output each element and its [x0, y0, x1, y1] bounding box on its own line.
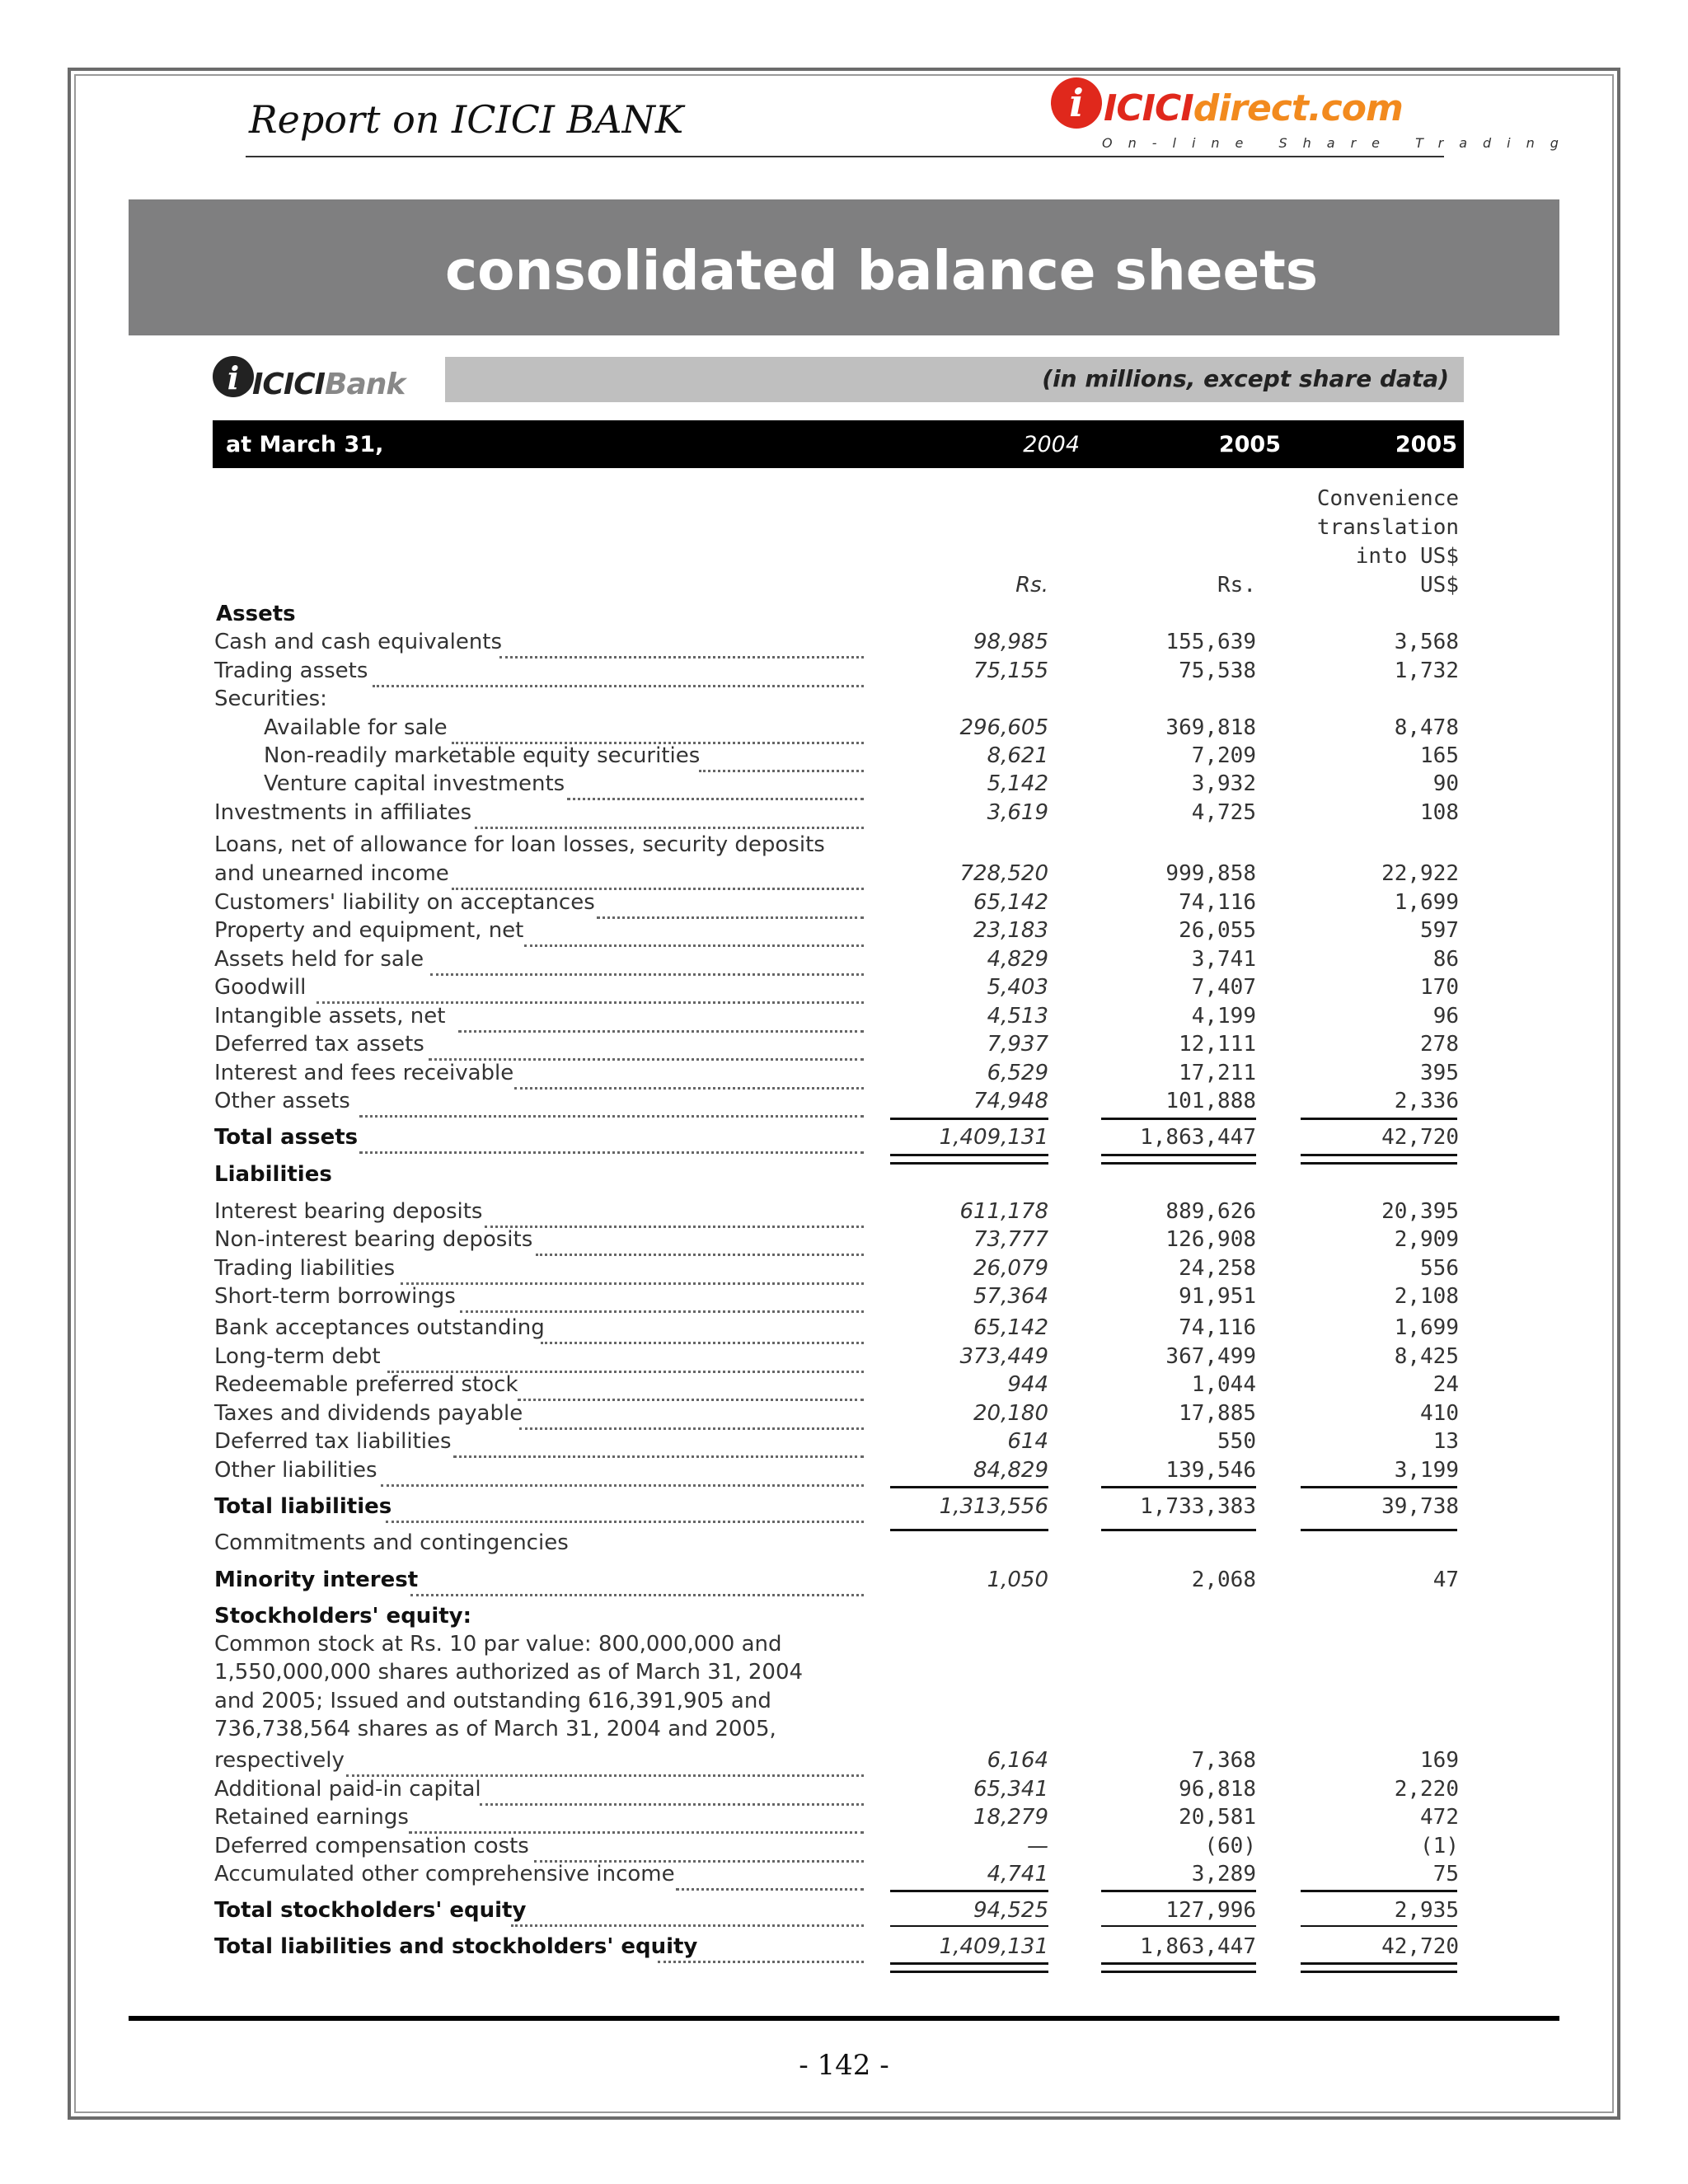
report-title: Report on ICICI BANK — [249, 97, 684, 142]
val-total-le-2004: 1,409,131 — [939, 1934, 1048, 1959]
val-common-2005: 7,368 — [1191, 1748, 1256, 1773]
icici-bank-i-icon: i — [213, 356, 254, 397]
val-intangible-usd: 96 — [1432, 1004, 1459, 1029]
val-vci-2005: 3,932 — [1191, 771, 1256, 796]
label-total-liab: Total liabilities — [214, 1494, 392, 1519]
val-def-comp-2004: — — [1027, 1834, 1048, 1858]
val-def-comp-usd: (1) — [1420, 1834, 1459, 1858]
val-ppe-2005: 26,055 — [1179, 918, 1256, 943]
label-cash: Cash and cash equivalents — [214, 630, 503, 654]
val-other-assets-2004: 74,948 — [973, 1089, 1048, 1113]
val-dta-2005: 12,111 — [1179, 1032, 1256, 1057]
rule — [1101, 1529, 1256, 1531]
leader-dots — [524, 923, 864, 947]
currency-2004: Rs. — [1015, 573, 1048, 598]
leader-dots — [699, 748, 864, 772]
val-dtl-usd: 13 — [1432, 1429, 1459, 1454]
val-cust-liab-2004: 65,142 — [973, 890, 1048, 915]
val-taxes-div-2004: 20,180 — [973, 1401, 1048, 1426]
label-total-assets: Total assets — [214, 1125, 359, 1150]
label-interest-recv: Interest and fees receivable — [214, 1061, 514, 1085]
val-minority-2004: 1,050 — [987, 1568, 1048, 1592]
val-afs-usd: 8,478 — [1394, 715, 1459, 740]
val-intangible-2005: 4,199 — [1191, 1004, 1256, 1029]
leader-dots — [453, 1434, 864, 1458]
val-short-borr-2004: 57,364 — [973, 1284, 1048, 1309]
rule — [890, 1529, 1048, 1531]
label-def-comp: Deferred compensation costs — [214, 1834, 529, 1858]
leader-dots — [359, 1130, 864, 1154]
val-loans-usd: 22,922 — [1381, 861, 1459, 886]
leader-dots — [316, 980, 864, 1004]
rule — [890, 1962, 1048, 1965]
rule — [1101, 1162, 1256, 1165]
rule — [890, 1162, 1048, 1165]
val-aoci-2004: 4,741 — [987, 1862, 1048, 1886]
val-vci-2004: 5,142 — [987, 771, 1048, 796]
label-nrm: Non-readily marketable equity securities — [264, 743, 701, 768]
bank-wordmark-part1: ICICI — [252, 368, 326, 401]
label-aoci: Accumulated other comprehensive income — [214, 1862, 675, 1886]
header-col-2005-usd: 2005 — [1395, 432, 1457, 457]
leader-dots — [452, 866, 864, 890]
label-long-debt: Long-term debt — [214, 1344, 381, 1369]
val-pref-stock-usd: 24 — [1432, 1372, 1459, 1397]
val-trading-liab-2005: 24,258 — [1179, 1256, 1256, 1281]
rule — [1101, 1925, 1256, 1927]
val-aoci-2005: 3,289 — [1191, 1862, 1256, 1886]
rule — [1301, 1162, 1457, 1165]
label-other-liab: Other liabilities — [214, 1458, 377, 1483]
val-other-assets-usd: 2,336 — [1394, 1089, 1459, 1113]
val-trading-liab-2004: 26,079 — [973, 1256, 1048, 1281]
val-dta-usd: 278 — [1420, 1032, 1459, 1057]
leader-dots — [346, 1753, 864, 1777]
val-taxes-div-2005: 17,885 — [1179, 1401, 1256, 1426]
leader-dots — [514, 1066, 864, 1090]
header-label: at March 31, — [226, 432, 384, 457]
val-dtl-2004: 614 — [1007, 1429, 1048, 1454]
leader-dots — [401, 1261, 864, 1285]
header-col-2004: 2004 — [1023, 432, 1080, 457]
val-pref-stock-2004: 944 — [1007, 1372, 1048, 1397]
units-note: (in millions, except share data) — [1042, 365, 1449, 392]
label-common-5: respectively — [214, 1748, 345, 1773]
val-dta-2004: 7,937 — [987, 1032, 1048, 1057]
label-common-3: and 2005; Issued and outstanding 616,391,905 and — [214, 1689, 771, 1713]
rule — [1301, 1154, 1457, 1156]
val-interest-recv-usd: 395 — [1420, 1061, 1459, 1085]
header-rule — [246, 156, 1444, 157]
leader-dots — [387, 1349, 864, 1373]
rule — [1301, 1962, 1457, 1965]
label-intangible: Intangible assets, net — [214, 1004, 446, 1029]
val-int-dep-usd: 20,395 — [1381, 1199, 1459, 1224]
val-common-usd: 169 — [1420, 1748, 1459, 1773]
val-short-borr-usd: 2,108 — [1394, 1284, 1459, 1309]
leader-dots — [511, 1903, 864, 1927]
val-short-borr-2005: 91,951 — [1179, 1284, 1256, 1309]
label-nonint-dep: Non-interest bearing deposits — [214, 1227, 533, 1252]
rule — [890, 1971, 1048, 1973]
label-held-sale: Assets held for sale — [214, 947, 424, 972]
label-short-borr: Short-term borrowings — [214, 1284, 456, 1309]
label-trading-liab: Trading liabilities — [214, 1256, 396, 1281]
section-liabilities: Liabilities — [214, 1162, 332, 1187]
leader-dots — [518, 1377, 864, 1401]
val-held-sale-2004: 4,829 — [987, 947, 1048, 972]
val-trading-assets-usd: 1,732 — [1394, 658, 1459, 683]
leader-dots — [534, 1839, 864, 1863]
label-retained: Retained earnings — [214, 1805, 409, 1830]
val-taxes-div-usd: 410 — [1420, 1401, 1459, 1426]
val-total-assets-2005: 1,863,447 — [1140, 1125, 1256, 1150]
rule — [890, 1154, 1048, 1156]
leader-dots — [386, 1499, 864, 1523]
val-ppe-usd: 597 — [1420, 918, 1459, 943]
val-trading-assets-2004: 75,155 — [973, 658, 1048, 683]
brand-part1: ICICI — [1104, 87, 1193, 129]
val-bank-accept-2004: 65,142 — [973, 1315, 1048, 1340]
val-loans-2005: 999,858 — [1165, 861, 1256, 886]
val-apic-2005: 96,818 — [1179, 1777, 1256, 1802]
val-total-assets-2004: 1,409,131 — [939, 1125, 1048, 1150]
leader-dots — [373, 663, 864, 687]
label-total-equity: Total stockholders' equity — [214, 1898, 527, 1923]
val-loans-2004: 728,520 — [959, 861, 1048, 886]
leader-dots — [597, 895, 864, 919]
banner-title: consolidated balance sheets — [445, 239, 1319, 302]
val-affiliates-2004: 3,619 — [987, 800, 1048, 825]
val-long-debt-usd: 8,425 — [1394, 1344, 1459, 1369]
rule — [1101, 1890, 1256, 1892]
icici-i-icon: i — [1051, 77, 1102, 129]
val-int-dep-2004: 611,178 — [959, 1199, 1048, 1224]
label-trading-assets: Trading assets — [214, 658, 368, 683]
val-bank-accept-usd: 1,699 — [1394, 1315, 1459, 1340]
val-nonint-dep-2005: 126,908 — [1165, 1227, 1256, 1252]
rule — [1301, 1925, 1457, 1927]
leader-dots — [460, 1289, 864, 1313]
val-cash-2005: 155,639 — [1165, 630, 1256, 654]
header-col-2005: 2005 — [1218, 432, 1281, 457]
val-nrm-2004: 8,621 — [987, 743, 1048, 768]
leader-dots — [480, 1782, 864, 1806]
section-equity: Stockholders' equity: — [214, 1604, 471, 1629]
icici-bank-logo — [213, 353, 443, 404]
val-common-2004: 6,164 — [987, 1748, 1048, 1773]
val-long-debt-2004: 373,449 — [959, 1344, 1048, 1369]
label-other-assets: Other assets — [214, 1089, 350, 1113]
rule — [1101, 1962, 1256, 1965]
val-cust-liab-2005: 74,116 — [1179, 890, 1256, 915]
rule — [1101, 1971, 1256, 1973]
rule — [1301, 1971, 1457, 1973]
val-afs-2005: 369,818 — [1165, 715, 1256, 740]
val-retained-usd: 472 — [1420, 1805, 1459, 1830]
val-nonint-dep-usd: 2,909 — [1394, 1227, 1459, 1252]
rule — [1101, 1118, 1256, 1120]
brand-wordmark — [1104, 87, 1403, 129]
val-def-comp-2005: (60) — [1204, 1834, 1256, 1858]
val-apic-usd: 2,220 — [1394, 1777, 1459, 1802]
bank-wordmark-part2: Bank — [325, 368, 406, 401]
label-apic: Additional paid-in capital — [214, 1777, 481, 1802]
leader-dots — [567, 776, 864, 800]
val-goodwill-2005: 7,407 — [1191, 975, 1256, 1000]
leader-dots — [536, 1232, 864, 1256]
rule — [1101, 1154, 1256, 1156]
leader-dots — [485, 1204, 864, 1228]
leader-dots — [519, 1406, 864, 1430]
val-nonint-dep-2004: 73,777 — [973, 1227, 1048, 1252]
val-affiliates-usd: 108 — [1420, 800, 1459, 825]
val-total-liab-2005: 1,733,383 — [1140, 1494, 1256, 1519]
val-other-liab-2005: 139,546 — [1165, 1458, 1256, 1483]
val-nrm-2005: 7,209 — [1191, 743, 1256, 768]
rule — [890, 1925, 1048, 1927]
brand-part2: direct.com — [1193, 87, 1403, 129]
label-total-le: Total liabilities and stockholders' equity — [214, 1934, 698, 1959]
val-retained-2005: 20,581 — [1179, 1805, 1256, 1830]
val-goodwill-usd: 170 — [1420, 975, 1459, 1000]
val-bank-accept-2005: 74,116 — [1179, 1315, 1256, 1340]
label-common-1: Common stock at Rs. 10 par value: 800,000,000 and — [214, 1632, 782, 1657]
val-total-equity-usd: 2,935 — [1394, 1898, 1459, 1923]
val-other-liab-2004: 84,829 — [973, 1458, 1048, 1483]
val-cash-2004: 98,985 — [973, 630, 1048, 654]
page-number: - 142 - — [799, 2049, 889, 2082]
label-commitments: Commitments and contingencies — [214, 1530, 569, 1555]
val-cash-usd: 3,568 — [1394, 630, 1459, 654]
label-bank-accept: Bank acceptances outstanding — [214, 1315, 545, 1340]
leader-dots — [359, 1094, 864, 1118]
val-total-le-2005: 1,863,447 — [1140, 1934, 1256, 1959]
footer-rule — [129, 2016, 1559, 2021]
rule — [1301, 1118, 1457, 1120]
leader-dots — [409, 1810, 864, 1834]
label-loans-1: Loans, net of allowance for loan losses, security deposits — [214, 832, 825, 857]
conv-note-1: Convenience — [1316, 486, 1459, 511]
label-dta: Deferred tax assets — [214, 1032, 424, 1057]
bank-wordmark — [252, 368, 405, 401]
val-minority-2005: 2,068 — [1191, 1568, 1256, 1592]
val-apic-2004: 65,341 — [973, 1777, 1048, 1802]
val-trading-assets-2005: 75,538 — [1179, 658, 1256, 683]
label-ppe: Property and equipment, net — [214, 918, 524, 943]
val-cust-liab-usd: 1,699 — [1394, 890, 1459, 915]
leader-dots — [499, 635, 864, 658]
label-common-4: 736,738,564 shares as of March 31, 2004 and 2005, — [214, 1717, 776, 1741]
val-retained-2004: 18,279 — [973, 1805, 1048, 1830]
label-vci: Venture capital investments — [264, 771, 565, 796]
leader-dots — [430, 952, 864, 976]
leader-dots — [410, 1572, 864, 1596]
rule — [890, 1486, 1048, 1488]
rule — [1301, 1890, 1457, 1892]
label-cust-liab: Customers' liability on acceptances — [214, 890, 595, 915]
val-vci-usd: 90 — [1432, 771, 1459, 796]
val-total-le-usd: 42,720 — [1381, 1934, 1459, 1959]
val-nrm-usd: 165 — [1420, 743, 1459, 768]
rule — [1301, 1529, 1457, 1531]
leader-dots — [676, 1867, 864, 1891]
val-minority-usd: 47 — [1432, 1568, 1459, 1592]
label-int-dep: Interest bearing deposits — [214, 1199, 483, 1224]
section-assets: Assets — [216, 602, 296, 626]
val-pref-stock-2005: 1,044 — [1191, 1372, 1256, 1397]
val-int-dep-2005: 889,626 — [1165, 1199, 1256, 1224]
conv-note-3: into US$ — [1355, 544, 1459, 569]
label-affiliates: Investments in affiliates — [214, 800, 472, 825]
leader-dots — [541, 1320, 864, 1344]
val-dtl-2005: 550 — [1217, 1429, 1256, 1454]
val-held-sale-usd: 86 — [1432, 947, 1459, 972]
currency-usd: US$ — [1420, 573, 1459, 598]
val-ppe-2004: 23,183 — [973, 918, 1048, 943]
label-securities: Securities: — [214, 687, 327, 711]
table-header — [213, 420, 1464, 468]
leader-dots — [475, 805, 864, 829]
label-pref-stock: Redeemable preferred stock — [214, 1372, 518, 1397]
conv-note-2: translation — [1316, 515, 1459, 540]
val-held-sale-2005: 3,741 — [1191, 947, 1256, 972]
val-interest-recv-2004: 6,529 — [987, 1061, 1048, 1085]
val-total-equity-2004: 94,525 — [973, 1898, 1048, 1923]
currency-2005: Rs. — [1217, 573, 1256, 598]
label-loans-2: and unearned income — [214, 861, 449, 886]
label-taxes-div: Taxes and dividends payable — [214, 1401, 523, 1426]
label-minority: Minority interest — [214, 1568, 419, 1592]
rule — [890, 1118, 1048, 1120]
leader-dots — [429, 1037, 864, 1061]
icici-direct-logo — [1051, 76, 1574, 155]
leader-dots — [658, 1939, 864, 1963]
rule — [890, 1890, 1048, 1892]
leader-dots — [381, 1463, 864, 1487]
val-trading-liab-usd: 556 — [1420, 1256, 1459, 1281]
val-goodwill-2004: 5,403 — [987, 975, 1048, 1000]
leader-dots — [458, 1009, 864, 1033]
val-other-liab-usd: 3,199 — [1394, 1458, 1459, 1483]
val-other-assets-2005: 101,888 — [1165, 1089, 1256, 1113]
label-dtl: Deferred tax liabilities — [214, 1429, 452, 1454]
val-afs-2004: 296,605 — [959, 715, 1048, 740]
label-afs: Available for sale — [264, 715, 448, 740]
label-common-2: 1,550,000,000 shares authorized as of March 31, 2004 — [214, 1660, 804, 1685]
label-goodwill: Goodwill — [214, 975, 307, 1000]
rule — [1101, 1486, 1256, 1488]
val-aoci-usd: 75 — [1432, 1862, 1459, 1886]
val-long-debt-2005: 367,499 — [1165, 1344, 1256, 1369]
units-bar — [445, 357, 1464, 402]
val-affiliates-2005: 4,725 — [1191, 800, 1256, 825]
leader-dots — [452, 720, 864, 744]
val-total-liab-usd: 39,738 — [1381, 1494, 1459, 1519]
val-total-assets-usd: 42,720 — [1381, 1125, 1459, 1150]
val-interest-recv-2005: 17,211 — [1179, 1061, 1256, 1085]
val-intangible-2004: 4,513 — [987, 1004, 1048, 1029]
val-total-liab-2004: 1,313,556 — [939, 1494, 1048, 1519]
val-total-equity-2005: 127,996 — [1165, 1898, 1256, 1923]
rule — [1301, 1486, 1457, 1488]
brand-tagline: On-line Share Trading — [1102, 135, 1574, 151]
